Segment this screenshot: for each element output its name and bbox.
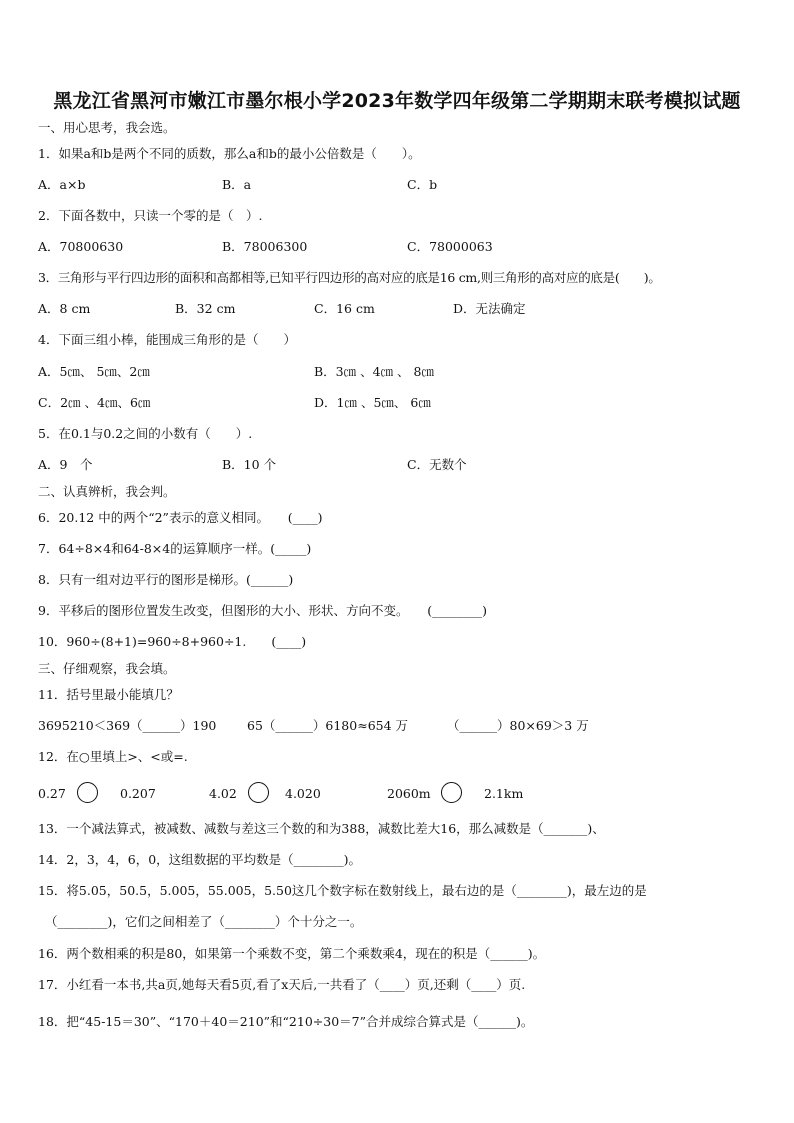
question-12: 12．在○里填上>、<或=.	[38, 749, 188, 764]
q3-option-b: B．32 cm	[175, 301, 236, 316]
q1-option-c: C．b	[407, 177, 438, 192]
question-1: 1．如果a和b是两个不同的质数，那么a和b的最小公倍数是（ ）。	[38, 146, 421, 161]
compare-circle-2	[248, 782, 269, 803]
q5-option-a: A．9 个	[38, 457, 93, 472]
q11-blank-c: （______）80×69＞3 万	[447, 718, 589, 733]
question-16: 16．两个数相乘的积是80，如果第一个乘数不变，第二个乘数乘4，现在的积是（______)。	[38, 946, 546, 961]
question-8: 8．只有一组对边平行的图形是梯形。(______)	[38, 572, 294, 587]
section-heading-2: 二、认真辨析，我会判。	[38, 484, 176, 499]
page-title: 黑龙江省黑河市嫩江市墨尔根小学2023年数学四年级第二学期期末联考模拟试题	[53, 90, 741, 112]
q11-blank-b: 65（______）6180≈654 万	[247, 718, 409, 733]
question-15-continued: （________)，它们之间相差了（________）个十分之一。	[45, 914, 363, 929]
question-15: 15．将5.05，50.5，5.005，55.005，5.50这几个数字标在数射线上，最右边的是（________)，最左边的是	[38, 883, 647, 898]
q4-option-b: B．3㎝ 、4㎝ 、 8㎝	[314, 364, 434, 379]
question-5: 5．在0.1与0.2之间的小数有（ ）.	[38, 426, 253, 441]
q12-right-3: 2.1km	[484, 786, 524, 801]
question-17: 17．小红看一本书,共a页,她每天看5页,看了x天后,一共看了（____）页,还剩（____）页.	[38, 977, 526, 992]
q12-left-2: 4.02	[209, 786, 237, 801]
question-9: 9．平移后的图形位置发生改变，但图形的大小、形状、方向不变。 (________)	[38, 603, 487, 618]
q12-right-1: 0.207	[120, 786, 156, 801]
section-heading-1: 一、用心思考，我会选。	[38, 120, 176, 135]
q1-option-b: B．a	[222, 177, 252, 192]
q3-option-a: A．8 cm	[38, 301, 91, 316]
q4-option-a: A．5㎝、 5㎝、2㎝	[38, 364, 150, 379]
question-13: 13．一个减法算式，被减数、减数与差这三个数的和为388，减数比差大16，那么减数是（_______)、	[38, 821, 605, 836]
q2-option-a: A．70800630	[38, 239, 124, 254]
q4-option-c: C．2㎝ 、4㎝、6㎝	[38, 395, 151, 410]
q2-option-c: C．78000063	[407, 239, 493, 254]
question-10: 10．960÷(8+1)=960÷8+960÷1. (____)	[38, 634, 307, 649]
q12-right-2: 4.020	[285, 786, 321, 801]
q4-option-d: D．1㎝ 、5㎝、 6㎝	[314, 395, 431, 410]
question-14: 14．2，3，4，6，0，这组数据的平均数是（________)。	[38, 852, 362, 867]
section-heading-3: 三、仔细观察，我会填。	[38, 661, 176, 676]
question-7: 7．64÷8×4和64-8×4的运算顺序一样。(_____)	[38, 541, 312, 556]
q3-option-c: C．16 cm	[314, 301, 375, 316]
question-18: 18．把“45-15＝30”、“170＋40＝210”和“210÷30＝7”合并成综合算式是（______)。	[38, 1014, 534, 1029]
q12-left-3: 2060m	[387, 786, 431, 801]
compare-circle-3	[441, 782, 462, 803]
q5-option-b: B．10 个	[222, 457, 277, 472]
question-6: 6．20.12 中的两个“2”表示的意义相同。 (____)	[38, 510, 323, 525]
q3-option-d: D．无法确定	[453, 301, 526, 316]
q1-option-a: A．a×b	[38, 177, 86, 192]
q11-blank-a: 3695210＜369（______）190	[38, 718, 217, 733]
question-11: 11．括号里最小能填几？	[38, 687, 179, 702]
question-3: 3．三角形与平行四边形的面积和高都相等,已知平行四边形的高对应的底是16 cm,则三角形的高对应的底是( )。	[38, 270, 661, 285]
q5-option-c: C．无数个	[407, 457, 467, 472]
question-2: 2．下面各数中，只读一个零的是（ ）.	[38, 208, 263, 223]
question-4: 4．下面三组小棒，能围成三角形的是（ ）	[38, 332, 296, 347]
q2-option-b: B．78006300	[222, 239, 308, 254]
q12-left-1: 0.27	[38, 786, 66, 801]
compare-circle-1	[77, 782, 98, 803]
